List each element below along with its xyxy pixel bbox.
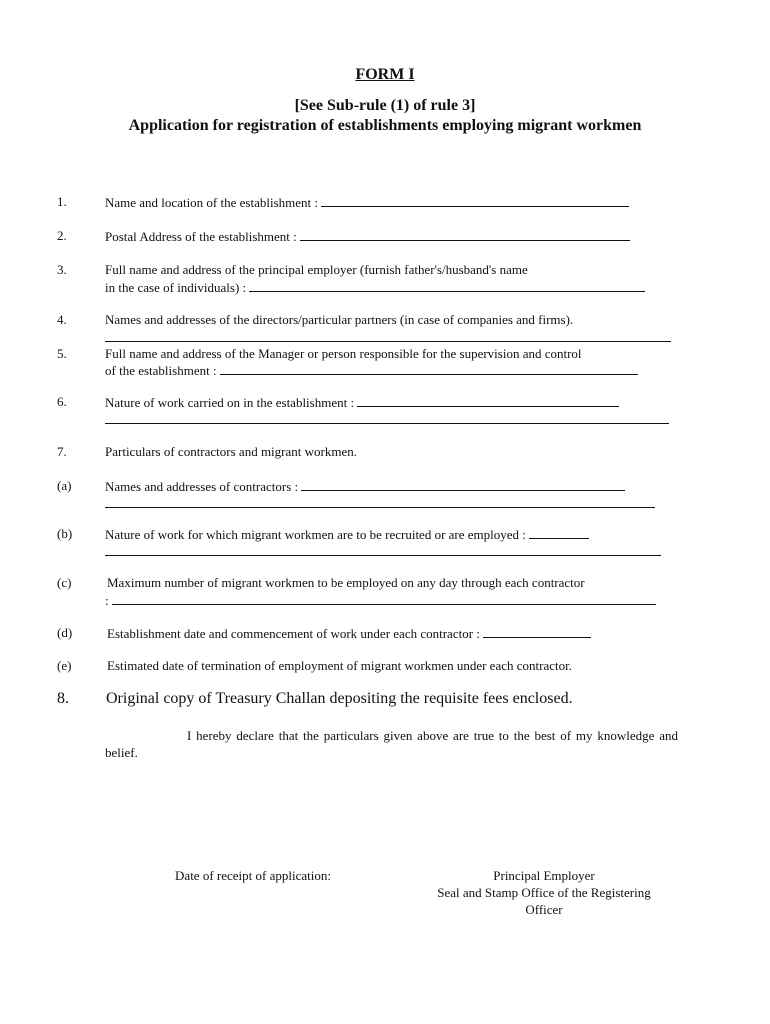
item-5-field[interactable]	[220, 362, 638, 375]
item-6-label: Nature of work carried on in the establishment :	[105, 395, 355, 410]
item-a-field-line2[interactable]	[105, 507, 655, 508]
form-title: FORM I	[355, 66, 415, 83]
item-b-field[interactable]	[529, 526, 589, 539]
item-1-label: Name and location of the establishment :	[105, 195, 318, 210]
item-1-number: 1.	[57, 194, 67, 209]
item-d-field[interactable]	[483, 625, 591, 638]
item-e-label: Estimated date of termination of employment of migrant workmen under each contractor.	[107, 658, 572, 673]
item-d	[107, 625, 591, 642]
item-b-field-line2[interactable]	[105, 555, 661, 556]
item-4-number: 4.	[57, 312, 67, 327]
item-6-number: 6.	[57, 394, 67, 409]
signature-block	[400, 867, 688, 918]
item-a-label: Names and addresses of contractors :	[105, 479, 299, 494]
item-b-number: (b)	[57, 526, 73, 541]
item-2-number: 2.	[57, 228, 67, 243]
item-c-label: :	[105, 593, 109, 608]
form-subrule: [See Sub-rule (1) of rule 3]	[294, 97, 476, 114]
item-e-number: (e)	[57, 658, 72, 673]
item-1	[105, 194, 629, 211]
item-a	[105, 478, 625, 495]
item-c	[105, 592, 656, 609]
item-3-line1: Full name and address of the principal employer (furnish father's/husband's name	[105, 262, 528, 277]
item-d-label: Establishment date and commencement of work under each contractor :	[107, 626, 480, 641]
item-3	[105, 279, 645, 296]
item-5-label: of the establishment :	[105, 363, 217, 378]
officer-label: Officer	[525, 902, 563, 917]
item-8-label: Original copy of Treasury Challan depositing the requisite fees enclosed.	[106, 690, 573, 707]
item-4-field[interactable]	[105, 341, 671, 342]
item-1-field[interactable]	[321, 194, 629, 207]
item-b	[105, 526, 589, 543]
item-6-field-line2[interactable]	[105, 423, 669, 424]
item-3-label: in the case of individuals) :	[105, 280, 247, 295]
item-7-label: Particulars of contractors and migrant workmen.	[105, 444, 357, 459]
seal-stamp-label: Seal and Stamp Office of the Registering	[437, 885, 651, 900]
item-5-number: 5.	[57, 346, 67, 361]
item-7-number: 7.	[57, 444, 67, 459]
item-a-field[interactable]	[301, 478, 625, 491]
declaration-text: I hereby declare that the particulars given above are true to the best of my knowledge and belief.	[105, 728, 678, 760]
item-6	[105, 394, 619, 411]
item-8-number: 8.	[57, 690, 69, 707]
item-3-field[interactable]	[249, 279, 645, 292]
date-of-receipt-label: Date of receipt of application:	[175, 868, 331, 883]
item-5	[105, 362, 638, 379]
item-c-number: (c)	[57, 575, 72, 590]
item-3-number: 3.	[57, 262, 67, 277]
item-c-field[interactable]	[112, 592, 656, 605]
item-2	[105, 228, 630, 245]
item-b-label: Nature of work for which migrant workmen are to be recruited or are employed :	[105, 527, 526, 542]
item-6-field[interactable]	[357, 394, 619, 407]
item-5-line1: Full name and address of the Manager or person responsible for the supervision and control	[105, 346, 582, 361]
item-d-number: (d)	[57, 625, 73, 640]
item-2-label: Postal Address of the establishment :	[105, 229, 297, 244]
principal-employer-label: Principal Employer	[493, 868, 595, 883]
item-4-label: Names and addresses of the directors/particular partners (in case of companies and firms).	[105, 312, 574, 327]
form-heading: Application for registration of establishments employing migrant workmen	[128, 117, 642, 134]
item-c-line1: Maximum number of migrant workmen to be employed on any day through each contractor	[107, 575, 585, 590]
item-2-field[interactable]	[300, 228, 630, 241]
item-a-number: (a)	[57, 478, 72, 493]
